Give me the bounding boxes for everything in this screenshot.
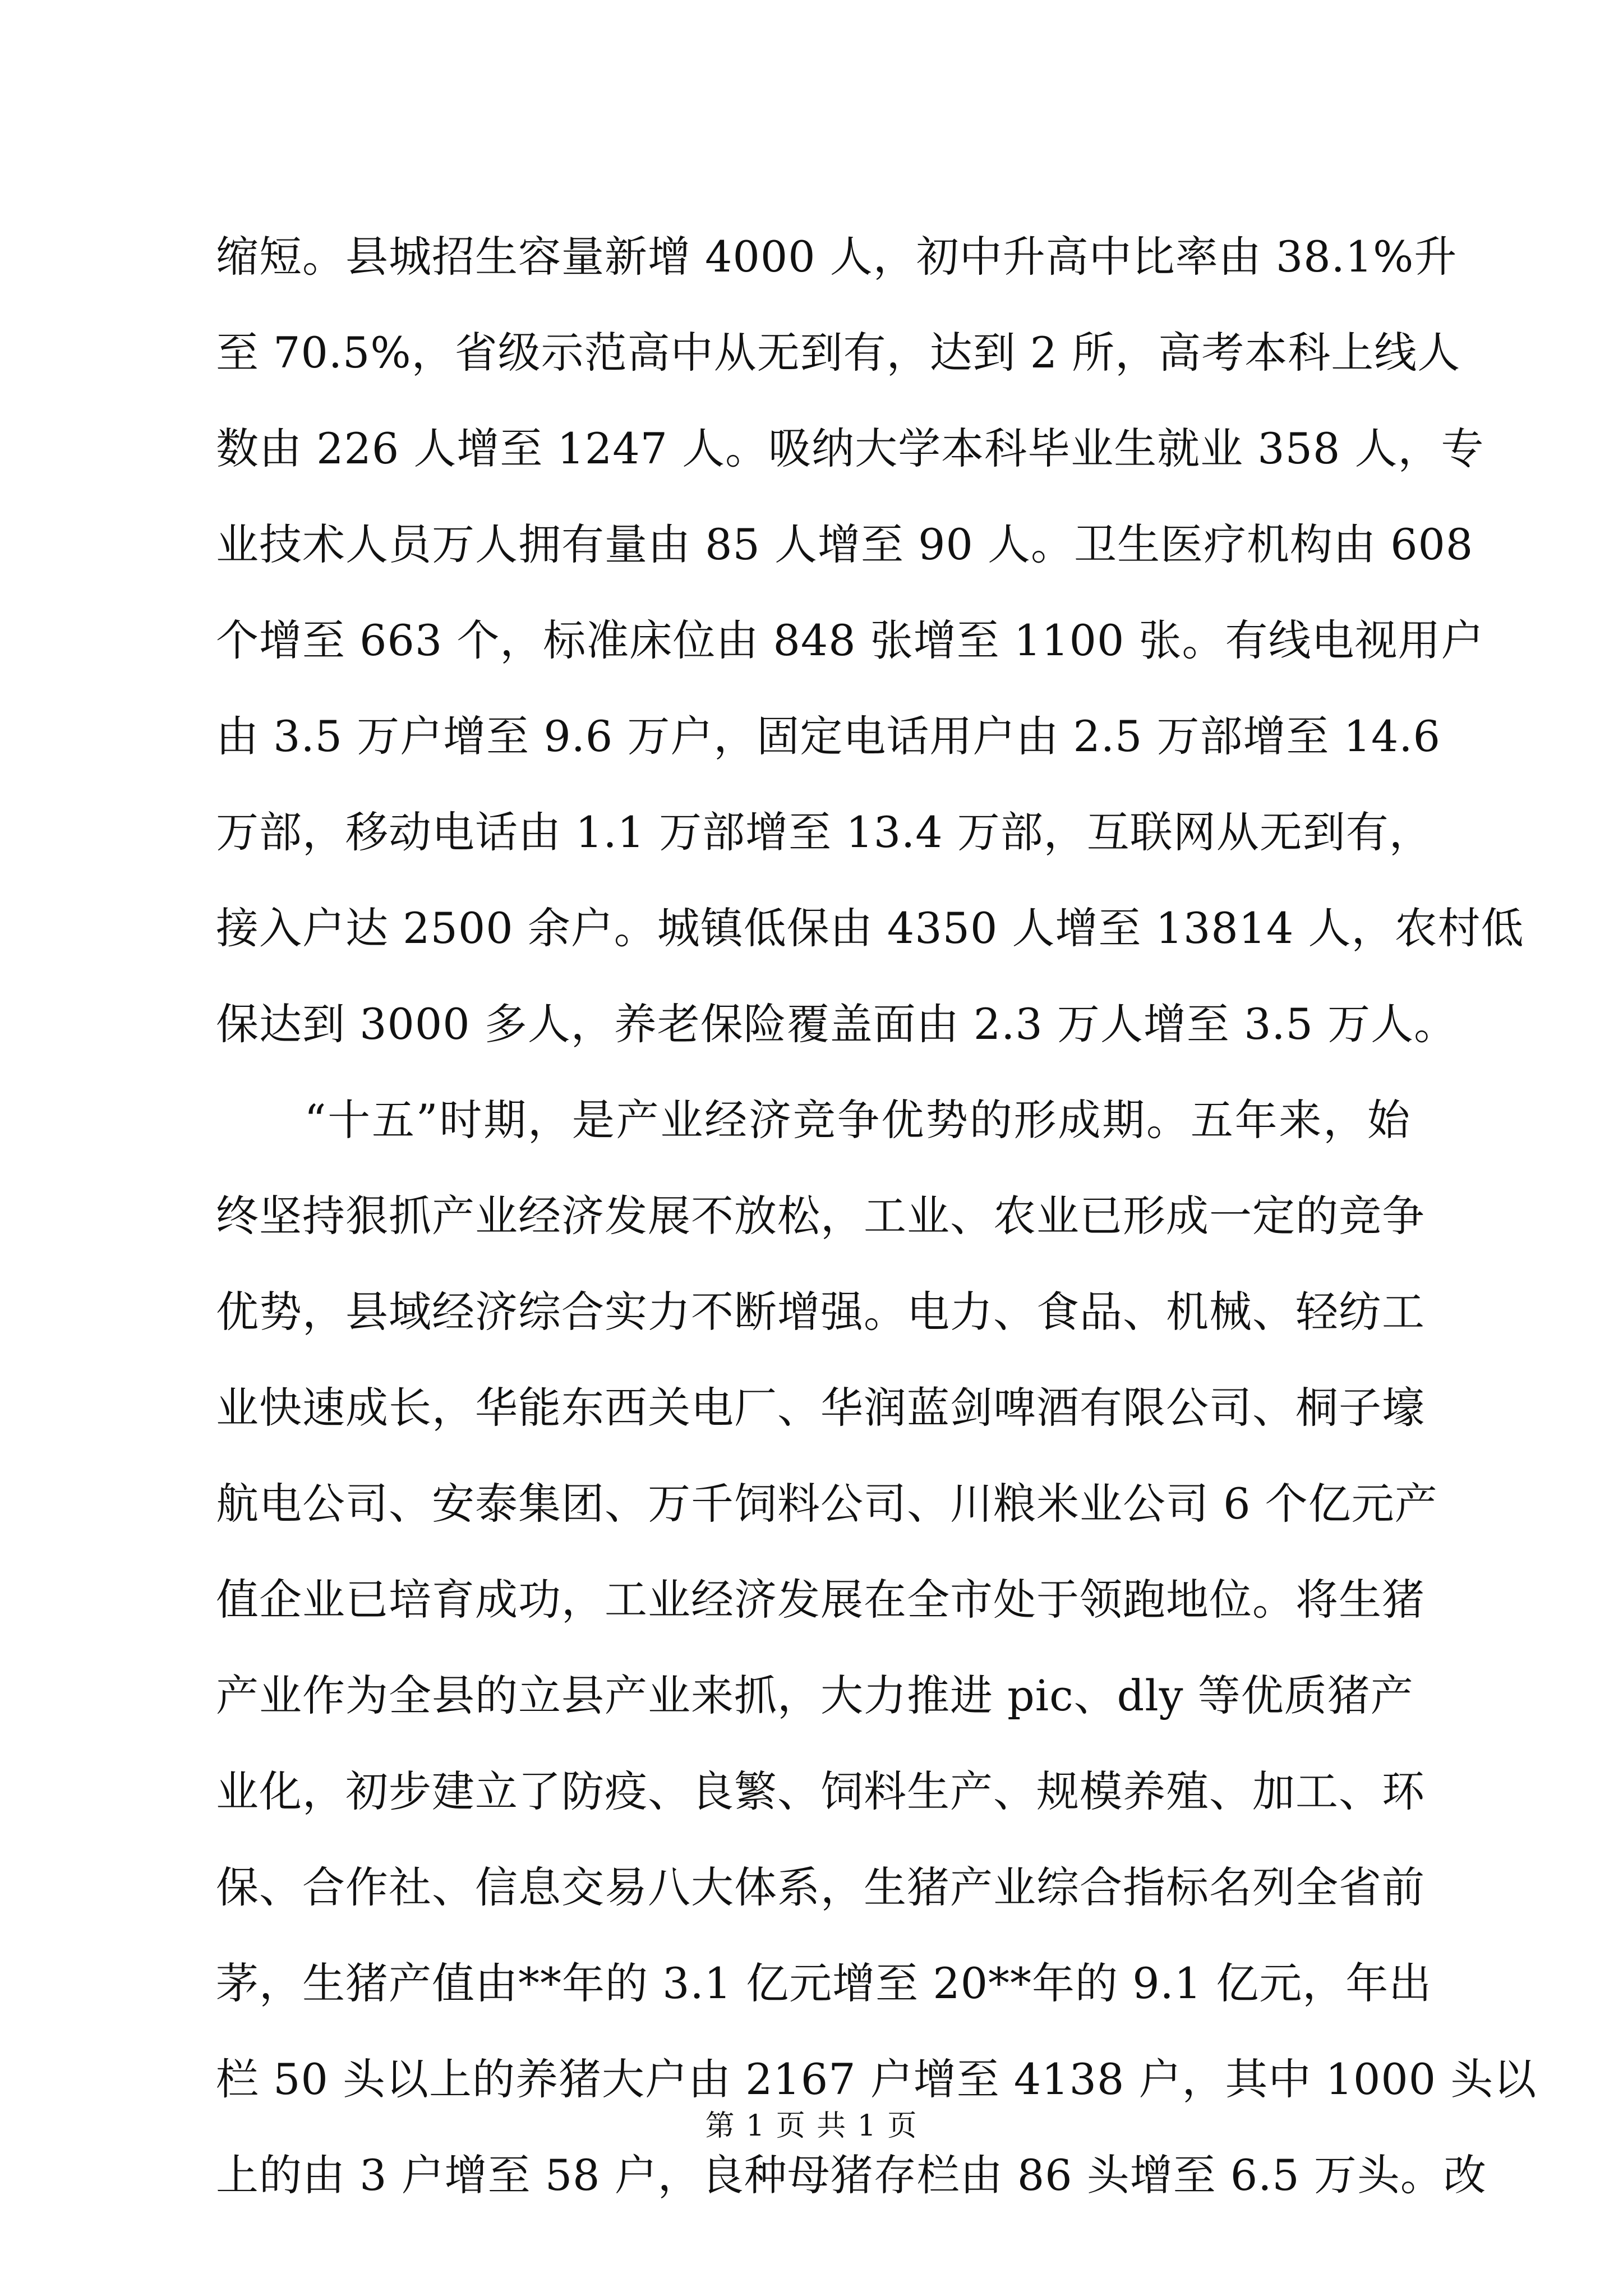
text-line: 业化，初步建立了防疫、良繁、饲料生产、规模养殖、加工、环	[216, 1766, 1425, 1816]
text-line: 优势，县域经济综合实力不断增强。电力、食品、机械、轻纺工	[216, 1287, 1425, 1337]
text-line: 由 3.5 万户增至 9.6 万户，固定电话用户由 2.5 万部增至 14.6	[216, 711, 1441, 761]
text-line: 保、合作社、信息交易八大体系，生猪产业综合指标名列全省前	[216, 1862, 1425, 1912]
text-line: 个增至 663 个，标准床位由 848 张增至 1100 张。有线电视用户	[216, 615, 1484, 665]
text-line: 万部，移动电话由 1.1 万部增至 13.4 万部，互联网从无到有，	[216, 807, 1432, 857]
page-number-footer: 第 1 页 共 1 页	[705, 2109, 918, 2143]
text-line: 茅，生猪产值由**年的 3.1 亿元增至 20**年的 9.1 亿元，年出	[216, 1958, 1432, 2008]
text-line: 航电公司、安泰集团、万千饲料公司、川粮米业公司 6 个亿元产	[216, 1479, 1438, 1529]
text-line: 至 70.5%，省级示范高中从无到有，达到 2 所，高考本科上线人	[216, 328, 1461, 378]
text-line: 终坚持狠抓产业经济发展不放松，工业、农业已形成一定的竞争	[216, 1191, 1425, 1241]
text-line: 缩短。县城招生容量新增 4000 人，初中升高中比率由 38.1%升	[216, 232, 1458, 282]
text-line: 业技术人员万人拥有量由 85 人增至 90 人。卫生医疗机构由 608	[216, 519, 1474, 569]
text-line: 值企业已培育成功，工业经济发展在全市处于领跑地位。将生猪	[216, 1575, 1425, 1625]
body-text	[216, 209, 1537, 2223]
text-line: 业快速成长，华能东西关电厂、华润蓝剑啤酒有限公司、桐子壕	[216, 1383, 1425, 1433]
text-line: 接入户达 2500 余户。城镇低保由 4350 人增至 13814 人，农村低	[216, 903, 1524, 953]
paragraph-last-line: 保达到 3000 多人，养老保险覆盖面由 2.3 万人增至 3.5 万人。	[216, 999, 1458, 1049]
text-line: “十五”时期，是产业经济竞争优势的形成期。五年来，始	[216, 1095, 1410, 1145]
text-line: 产业作为全县的立县产业来抓，大力推进 pic、dly 等优质猪产	[216, 1671, 1414, 1720]
text-line: 上的由 3 户增至 58 户，良种母猪存栏由 86 头增至 6.5 万头。改	[216, 2150, 1487, 2200]
text-line: 栏 50 头以上的养猪大户由 2167 户增至 4138 户，其中 1000 头以	[216, 2054, 1537, 2104]
text-line: 数由 226 人增至 1247 人。吸纳大学本科毕业生就业 358 人，专	[216, 424, 1484, 473]
